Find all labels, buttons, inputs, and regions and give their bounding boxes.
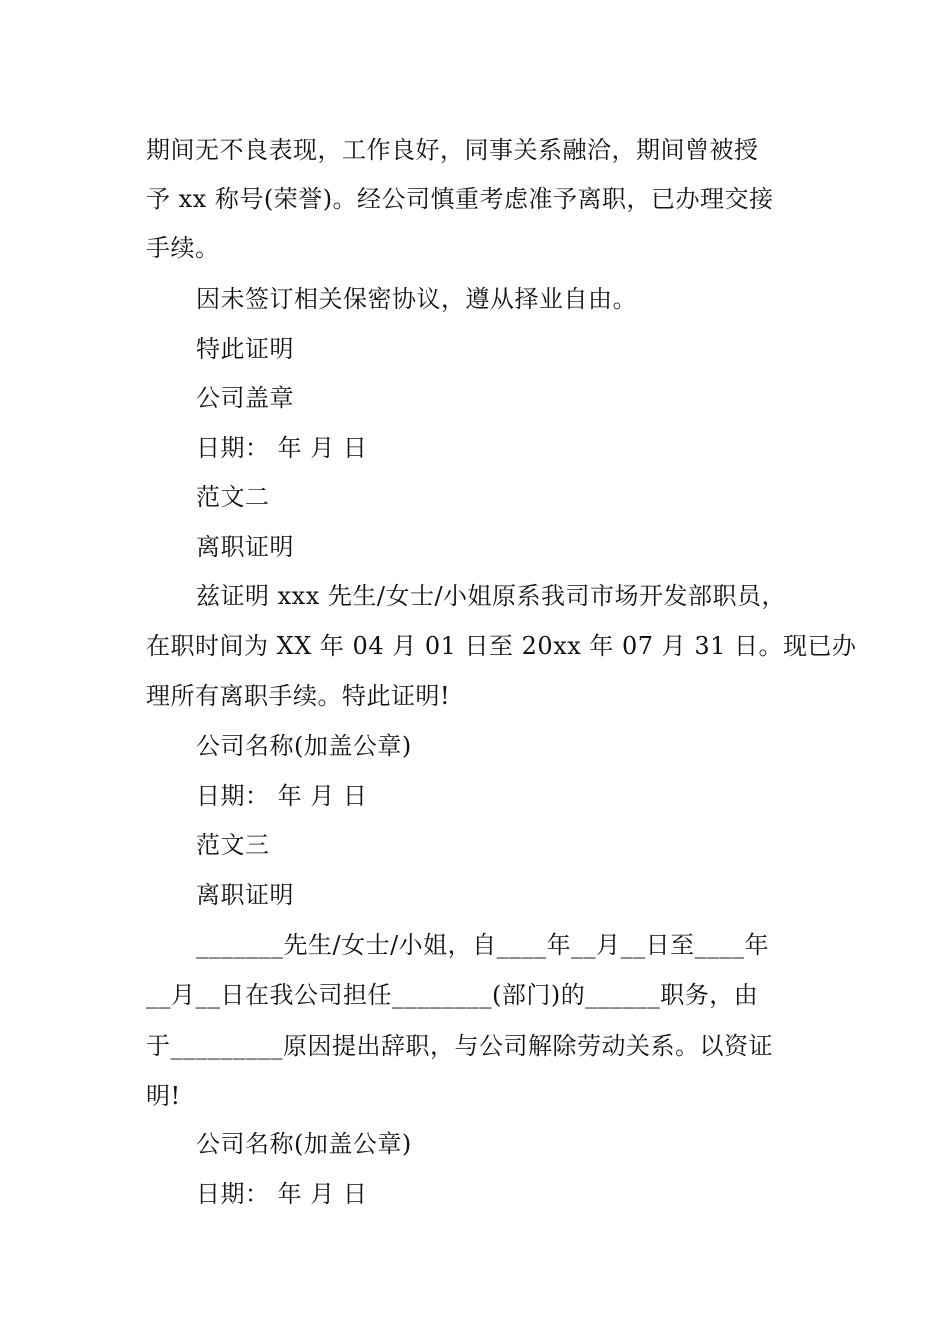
- date-line: 日期： 年 月 日: [196, 782, 368, 810]
- paragraph-line: 兹证明 xxx 先生/女士/小姐原系我司市场开发部职员，: [196, 582, 787, 610]
- section-heading: 范文二: [196, 483, 270, 511]
- company-name-line: 公司名称(加盖公章): [196, 1130, 412, 1158]
- paragraph-line: 明!: [146, 1082, 181, 1110]
- company-name-line: 公司名称(加盖公章): [196, 732, 412, 760]
- date-line: 日期： 年 月 日: [196, 1180, 368, 1208]
- date-line: 日期： 年 月 日: [196, 434, 368, 462]
- closing-line: 特此证明: [196, 335, 294, 363]
- paragraph-line: 理所有离职手续。特此证明!: [146, 682, 451, 710]
- paragraph-line: 在职时间为 XX 年 04 月 01 日至 20xx 年 07 月 31 日。现已办: [146, 632, 857, 660]
- document-title: 离职证明: [196, 881, 294, 909]
- paragraph-line: 期间无不良表现，工作良好，同事关系融洽，期间曾被授: [146, 136, 759, 164]
- paragraph-line: 予 xx 称号(荣誉)。经公司慎重考虑准予离职，已办理交接: [146, 185, 774, 213]
- paragraph-line: __月__日在我公司担任________(部门)的______职务，由: [146, 981, 759, 1009]
- company-seal-line: 公司盖章: [196, 384, 294, 412]
- section-heading: 范文三: [196, 831, 270, 859]
- paragraph-line: 因未签订相关保密协议，遵从择业自由。: [196, 285, 637, 313]
- paragraph-line: 手续。: [146, 234, 220, 262]
- document-title: 离职证明: [196, 533, 294, 561]
- paragraph-line: 于_________原因提出辞职，与公司解除劳动关系。以资证: [146, 1032, 773, 1060]
- paragraph-line: _______先生/女士/小姐，自____年__月__日至____年: [196, 931, 770, 959]
